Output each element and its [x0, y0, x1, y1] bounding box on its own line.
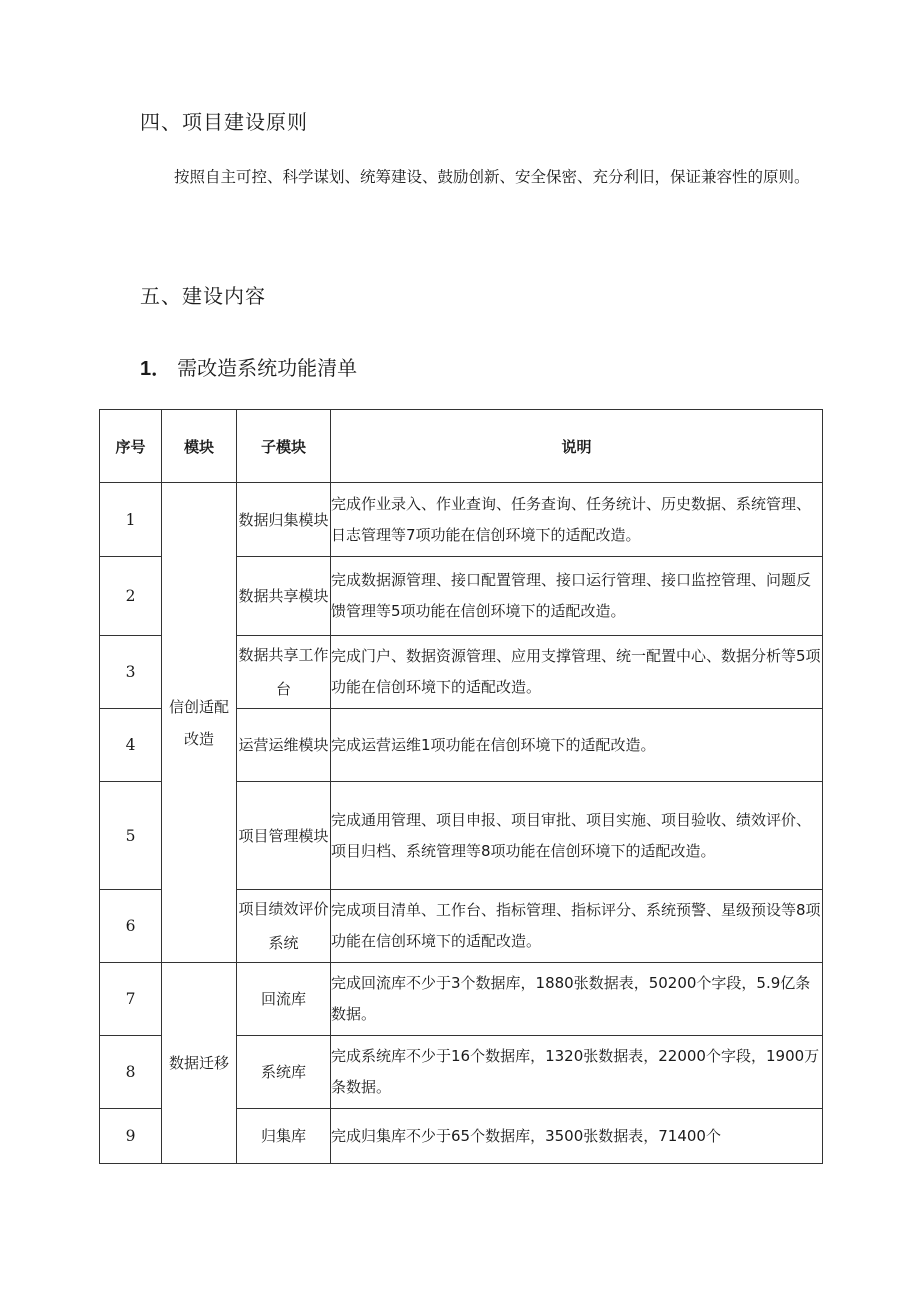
header-submodule: 子模块: [237, 410, 331, 483]
description-cell: 完成项目清单、工作台、指标管理、指标评分、系统预警、星级预设等8项功能在信创环境下的适配改造。: [331, 890, 823, 963]
subsection-1-title: [140, 352, 357, 381]
header-description: 说明: [331, 410, 823, 483]
description-cell: 完成回流库不少于3个数据库，1880张数据表，50200个字段，5.9亿条数据。: [331, 963, 823, 1036]
row-number: 8: [100, 1036, 162, 1109]
table-row: [100, 963, 823, 1036]
submodule-cell: 数据共享模块: [237, 557, 331, 636]
module-cell: 信创适配改造: [162, 483, 237, 963]
table-row: [100, 483, 823, 557]
description-cell: 完成归集库不少于65个数据库，3500张数据表，71400个: [331, 1109, 823, 1164]
submodule-cell: 项目管理模块: [237, 782, 331, 890]
header-no: 序号: [100, 410, 162, 483]
row-number: 9: [100, 1109, 162, 1164]
submodule-cell: 归集库: [237, 1109, 331, 1164]
submodule-cell: 系统库: [237, 1036, 331, 1109]
table-header-row: [100, 410, 823, 483]
submodule-cell: 数据共享工作台: [237, 636, 331, 709]
row-number: 3: [100, 636, 162, 709]
description-cell: 完成运营运维1项功能在信创环境下的适配改造。: [331, 709, 823, 782]
submodule-cell: 运营运维模块: [237, 709, 331, 782]
row-number: 7: [100, 963, 162, 1036]
function-list-table: [99, 409, 823, 1164]
module-cell: 数据迁移: [162, 963, 237, 1164]
description-cell: 完成门户、数据资源管理、应用支撑管理、统一配置中心、数据分析等5项功能在信创环境下的适配改造。: [331, 636, 823, 709]
submodule-cell: 项目绩效评价系统: [237, 890, 331, 963]
description-cell: 完成数据源管理、接口配置管理、接口运行管理、接口监控管理、问题反馈管理等5项功能在信创环境下的适配改造。: [331, 557, 823, 636]
section-4-paragraph: 按照自主可控、科学谋划、统筹建设、鼓励创新、安全保密、充分利旧，保证兼容性的原则。: [174, 168, 810, 186]
section-5-title: 五、建设内容: [140, 284, 266, 308]
row-number: 2: [100, 557, 162, 636]
row-number: 1: [100, 483, 162, 557]
subsection-1-text: 需改造系统功能清单: [177, 356, 358, 380]
section-4-title: 四、项目建设原则: [140, 110, 308, 134]
description-cell: 完成系统库不少于16个数据库，1320张数据表，22000个字段，1900万条数据。: [331, 1036, 823, 1109]
row-number: 5: [100, 782, 162, 890]
submodule-cell: 数据归集模块: [237, 483, 331, 557]
header-module: 模块: [162, 410, 237, 483]
submodule-cell: 回流库: [237, 963, 331, 1036]
row-number: 4: [100, 709, 162, 782]
row-number: 6: [100, 890, 162, 963]
description-cell: 完成作业录入、作业查询、任务查询、任务统计、历史数据、系统管理、日志管理等7项功能在信创环境下的适配改造。: [331, 483, 823, 557]
subsection-1-number: 1．: [140, 358, 172, 380]
description-cell: 完成通用管理、项目申报、项目审批、项目实施、项目验收、绩效评价、项目归档、系统管理等8项功能在信创环境下的适配改造。: [331, 782, 823, 890]
